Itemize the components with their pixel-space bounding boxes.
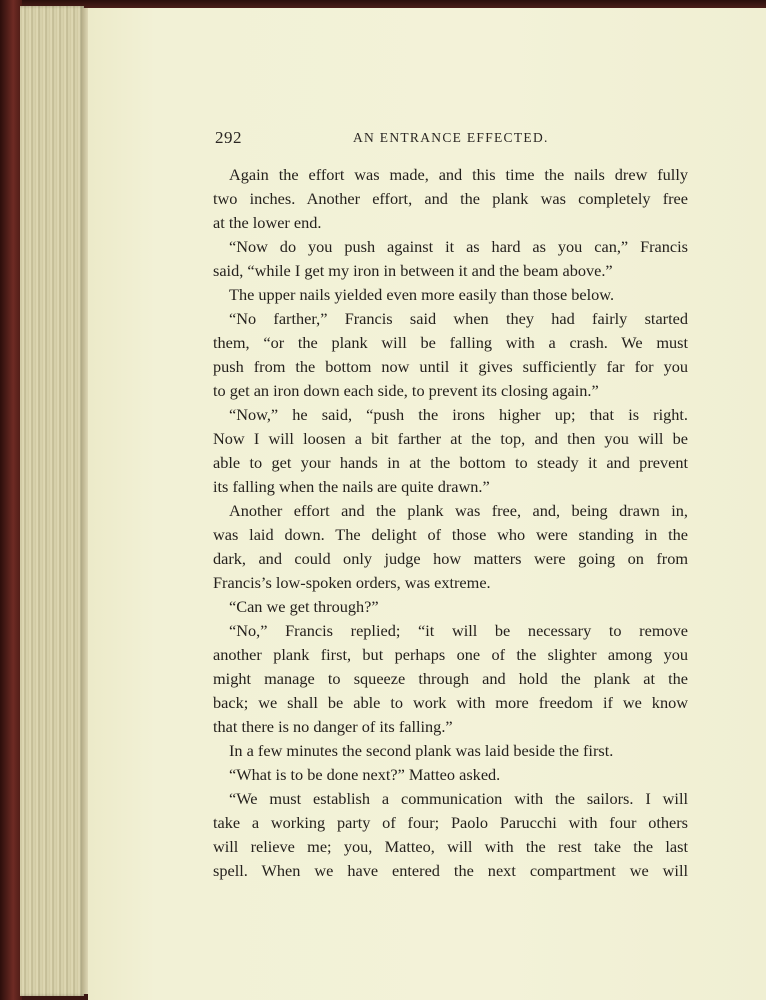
- text-line: will relieve me; you, Matteo, will with the rest take the last: [213, 837, 688, 856]
- text-line: “What is to be done next?” Matteo asked.: [229, 765, 501, 784]
- body-text: [213, 163, 688, 883]
- text-line: was laid down. The delight of those who were standing in the: [213, 525, 688, 544]
- text-line: push from the bottom now until it gives sufficiently far for you: [213, 357, 688, 376]
- text-line: two inches. Another effort, and the plank was completely free: [213, 189, 688, 208]
- page-stack-edges: [20, 6, 84, 996]
- text-line: might manage to squeeze through and hold the plank at the: [213, 669, 688, 688]
- text-line: “No,” Francis replied; “it will be necessary to remove: [229, 621, 688, 640]
- text-line: at the lower end.: [213, 213, 322, 232]
- text-line: Another effort and the plank was free, and, being drawn in,: [229, 501, 688, 520]
- page-header: [88, 128, 766, 152]
- text-line: “Can we get through?”: [229, 597, 379, 616]
- text-line: them, “or the plank will be falling with a crash. We must: [213, 333, 688, 352]
- text-line: Now I will loosen a bit farther at the top, and then you will be: [213, 429, 688, 448]
- text-line: that there is no danger of its falling.”: [213, 717, 453, 736]
- text-line: Francis’s low-spoken orders, was extreme.: [213, 573, 491, 592]
- text-line: said, “while I get my iron in between it and the beam above.”: [213, 261, 613, 280]
- text-line: “Now,” he said, “push the irons higher up; that is right.: [229, 405, 688, 424]
- text-line: Again the effort was made, and this time the nails drew fully: [229, 165, 688, 184]
- text-line: “We must establish a communication with the sailors. I will: [229, 789, 688, 808]
- text-line: able to get your hands in at the bottom to steady it and prevent: [213, 453, 688, 472]
- text-line: “Now do you push against it as hard as you can,” Francis: [229, 237, 688, 256]
- text-line: The upper nails yielded even more easily than those below.: [229, 285, 615, 304]
- text-line: take a working party of four; Paolo Parucchi with four others: [213, 813, 688, 832]
- book-page: [88, 8, 766, 1000]
- text-line: spell. When we have entered the next compartment we will: [213, 861, 688, 880]
- running-title: AN ENTRANCE EFFECTED.: [353, 130, 549, 145]
- page-number: 292: [215, 128, 242, 147]
- text-line: its falling when the nails are quite drawn.”: [213, 477, 490, 496]
- text-line: dark, and could only judge how matters were going on from: [213, 549, 688, 568]
- book-cover-spine: [0, 0, 22, 1000]
- text-line: another plank first, but perhaps one of the slighter among you: [213, 645, 688, 664]
- text-line: In a few minutes the second plank was laid beside the first.: [229, 741, 614, 760]
- text-line: to get an iron down each side, to prevent its closing again.”: [213, 381, 599, 400]
- text-line: “No farther,” Francis said when they had fairly started: [229, 309, 688, 328]
- text-line: back; we shall be able to work with more freedom if we know: [213, 693, 688, 712]
